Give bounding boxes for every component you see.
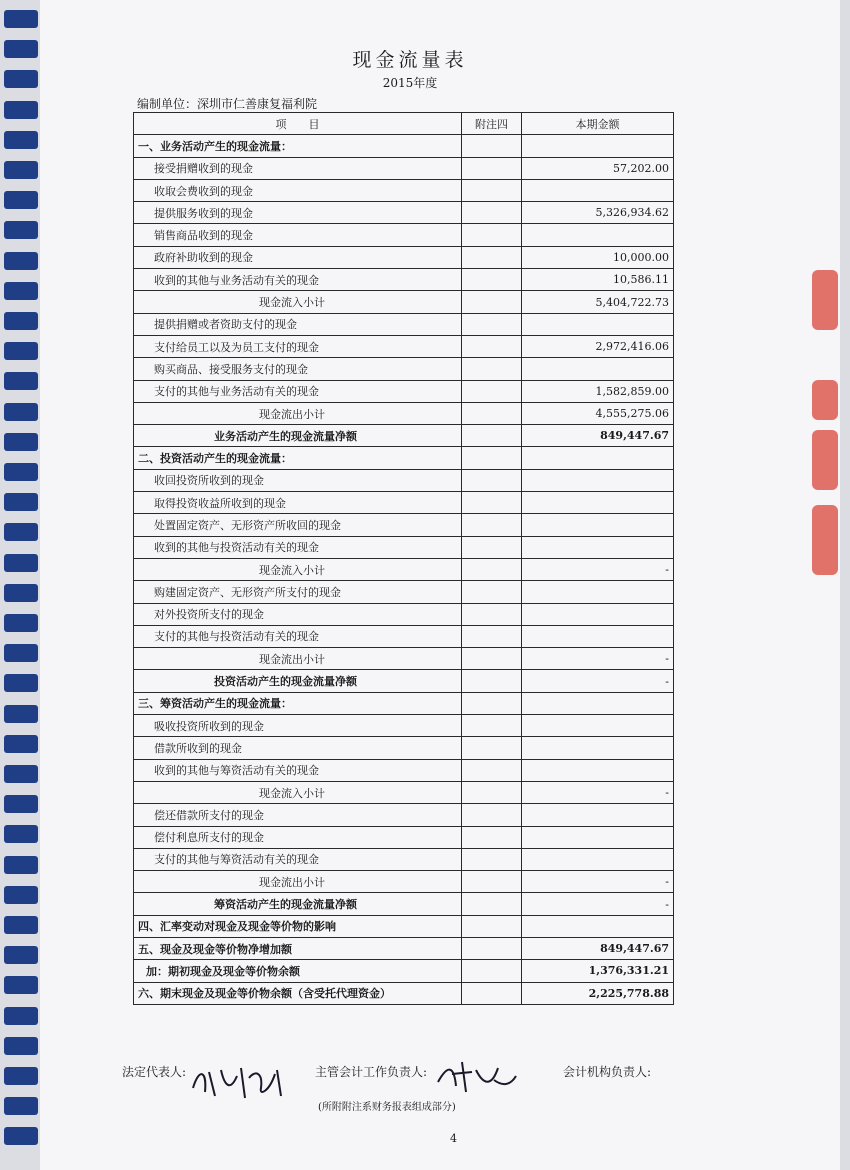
red-stamp-edge — [812, 270, 838, 330]
table-row — [134, 893, 674, 915]
binder-ring — [4, 976, 38, 994]
row-item-label: 现金流出小计 — [134, 871, 462, 893]
row-note — [462, 269, 522, 291]
binder-ring — [4, 342, 38, 360]
row-note — [462, 848, 522, 870]
table-row — [134, 804, 674, 826]
row-amount — [522, 358, 674, 380]
row-item-label: 支付的其他与筹资活动有关的现金 — [134, 848, 462, 870]
row-amount: - — [522, 670, 674, 692]
table-row — [134, 358, 674, 380]
row-note — [462, 514, 522, 536]
row-amount: 5,326,934.62 — [522, 202, 674, 224]
binder-ring — [4, 1067, 38, 1085]
table-row — [134, 380, 674, 402]
binder-ring — [4, 614, 38, 632]
footnote: (所附附注系财务报表组成部分) — [318, 1102, 456, 1113]
row-amount: - — [522, 648, 674, 670]
row-amount: 10,000.00 — [522, 246, 674, 268]
row-note — [462, 759, 522, 781]
row-item-label: 借款所收到的现金 — [134, 737, 462, 759]
table-row — [134, 558, 674, 580]
table-row — [134, 603, 674, 625]
binder-ring — [4, 765, 38, 783]
binder-ring — [4, 10, 38, 28]
table-row — [134, 625, 674, 647]
row-item-label: 现金流出小计 — [134, 402, 462, 424]
binder-ring — [4, 312, 38, 330]
row-amount: 4,555,275.06 — [522, 402, 674, 424]
table-row — [134, 335, 674, 357]
row-note — [462, 670, 522, 692]
binder-ring — [4, 674, 38, 692]
row-amount: 10,586.11 — [522, 269, 674, 291]
row-note — [462, 603, 522, 625]
binder-ring — [4, 463, 38, 481]
table-row — [134, 826, 674, 848]
row-note — [462, 937, 522, 959]
chief-accountant-signature — [432, 1056, 522, 1098]
binder-ring — [4, 70, 38, 88]
page-title: 现金流量表 — [352, 49, 468, 71]
table-row — [134, 402, 674, 424]
row-note — [462, 402, 522, 424]
accounting-head-label: 会计机构负责人: — [563, 1065, 652, 1079]
red-stamp-edge — [812, 430, 838, 490]
binder-ring — [4, 584, 38, 602]
row-amount — [522, 135, 674, 157]
row-amount — [522, 692, 674, 714]
row-amount: 1,376,331.21 — [522, 960, 674, 982]
row-item-label: 偿还借款所支付的现金 — [134, 804, 462, 826]
binder-ring — [4, 856, 38, 874]
row-amount — [522, 625, 674, 647]
row-note — [462, 648, 522, 670]
row-note — [462, 871, 522, 893]
row-amount — [522, 492, 674, 514]
row-item-label: 筹资活动产生的现金流量净额 — [134, 893, 462, 915]
row-note — [462, 380, 522, 402]
row-amount: - — [522, 871, 674, 893]
chief-accountant-label: 主管会计工作负责人: — [315, 1065, 428, 1079]
table-row — [134, 759, 674, 781]
row-amount — [522, 804, 674, 826]
table-row — [134, 648, 674, 670]
row-amount — [522, 715, 674, 737]
row-item-label: 六、期末现金及现金等价物余额（含受托代理资金） — [134, 982, 462, 1004]
row-item-label: 政府补助收到的现金 — [134, 246, 462, 268]
row-note — [462, 804, 522, 826]
row-item-label: 现金流入小计 — [134, 781, 462, 803]
row-item-label: 购买商品、接受服务支付的现金 — [134, 358, 462, 380]
table-header-row — [134, 113, 674, 135]
row-item-label: 接受捐赠收到的现金 — [134, 157, 462, 179]
column-header-item: 项 目 — [134, 113, 462, 135]
row-item-label: 取得投资收益所收到的现金 — [134, 492, 462, 514]
table-row — [134, 581, 674, 603]
binder-ring — [4, 1007, 38, 1025]
binder-ring — [4, 1097, 38, 1115]
binder-ring — [4, 493, 38, 511]
row-item-label: 销售商品收到的现金 — [134, 224, 462, 246]
row-amount: - — [522, 781, 674, 803]
table-row — [134, 715, 674, 737]
row-note — [462, 893, 522, 915]
row-amount: 57,202.00 — [522, 157, 674, 179]
legal-rep-signature — [185, 1058, 295, 1102]
table-row — [134, 135, 674, 157]
binder-ring — [4, 433, 38, 451]
row-item-label: 购建固定资产、无形资产所支付的现金 — [134, 581, 462, 603]
row-note — [462, 291, 522, 313]
row-amount: 2,972,416.06 — [522, 335, 674, 357]
binder-ring — [4, 554, 38, 572]
row-item-label: 现金流入小计 — [134, 291, 462, 313]
cash-flow-table — [133, 112, 674, 1005]
table-row — [134, 291, 674, 313]
row-item-label: 五、现金及现金等价物净增加额 — [134, 937, 462, 959]
row-note — [462, 224, 522, 246]
binder-ring — [4, 916, 38, 934]
row-note — [462, 135, 522, 157]
binder-ring — [4, 131, 38, 149]
table-row — [134, 960, 674, 982]
row-note — [462, 982, 522, 1004]
row-amount: 1,582,859.00 — [522, 380, 674, 402]
row-note — [462, 581, 522, 603]
row-note — [462, 692, 522, 714]
binder-ring — [4, 644, 38, 662]
binder-ring — [4, 795, 38, 813]
row-amount — [522, 313, 674, 335]
row-amount — [522, 179, 674, 201]
row-item-label: 对外投资所支付的现金 — [134, 603, 462, 625]
row-note — [462, 715, 522, 737]
binder-ring — [4, 221, 38, 239]
row-item-label: 现金流入小计 — [134, 558, 462, 580]
binder-ring — [4, 735, 38, 753]
table-row — [134, 982, 674, 1004]
row-note — [462, 447, 522, 469]
row-note — [462, 536, 522, 558]
binder-ring — [4, 1127, 38, 1145]
row-item-label: 偿付利息所支付的现金 — [134, 826, 462, 848]
table-row — [134, 469, 674, 491]
row-item-label: 收回投资所收到的现金 — [134, 469, 462, 491]
column-header-amount: 本期金额 — [522, 113, 674, 135]
binder-ring — [4, 886, 38, 904]
binder-ring — [4, 705, 38, 723]
row-item-label: 收到的其他与投资活动有关的现金 — [134, 536, 462, 558]
row-item-label: 二、投资活动产生的现金流量： — [134, 447, 462, 469]
row-amount — [522, 536, 674, 558]
table-row — [134, 447, 674, 469]
row-amount — [522, 759, 674, 781]
table-row — [134, 202, 674, 224]
table-row — [134, 246, 674, 268]
row-amount: - — [522, 558, 674, 580]
row-item-label: 支付的其他与投资活动有关的现金 — [134, 625, 462, 647]
table-row — [134, 737, 674, 759]
row-amount: 849,447.67 — [522, 425, 674, 447]
table-row — [134, 915, 674, 937]
reporting-unit: 编制单位：深圳市仁善康复福利院 — [137, 97, 318, 111]
table-row — [134, 313, 674, 335]
row-note — [462, 492, 522, 514]
row-note — [462, 826, 522, 848]
row-item-label: 收到的其他与筹资活动有关的现金 — [134, 759, 462, 781]
row-note — [462, 781, 522, 803]
row-amount — [522, 915, 674, 937]
binder-ring — [4, 1037, 38, 1055]
row-amount — [522, 737, 674, 759]
binder-ring — [4, 946, 38, 964]
table-row — [134, 425, 674, 447]
row-item-label: 提供服务收到的现金 — [134, 202, 462, 224]
red-stamp-edge — [812, 505, 838, 575]
row-amount — [522, 447, 674, 469]
binder-ring — [4, 161, 38, 179]
row-amount — [522, 224, 674, 246]
page-number: 4 — [450, 1132, 457, 1145]
row-amount — [522, 848, 674, 870]
row-note — [462, 335, 522, 357]
table-row — [134, 692, 674, 714]
table-row — [134, 848, 674, 870]
row-item-label: 四、汇率变动对现金及现金等价物的影响 — [134, 915, 462, 937]
row-note — [462, 915, 522, 937]
binder-ring — [4, 523, 38, 541]
table-row — [134, 536, 674, 558]
row-item-label: 加：期初现金及现金等价物余额 — [134, 960, 462, 982]
row-amount: - — [522, 893, 674, 915]
table-row — [134, 492, 674, 514]
row-note — [462, 179, 522, 201]
row-note — [462, 157, 522, 179]
row-item-label: 收取会费收到的现金 — [134, 179, 462, 201]
binder-ring — [4, 825, 38, 843]
table-row — [134, 224, 674, 246]
report-year: 2015年度 — [382, 76, 438, 90]
binder-ring — [4, 372, 38, 390]
table-row — [134, 937, 674, 959]
binder-ring — [4, 252, 38, 270]
binder-ring — [4, 101, 38, 119]
row-item-label: 支付的其他与业务活动有关的现金 — [134, 380, 462, 402]
row-item-label: 现金流出小计 — [134, 648, 462, 670]
row-note — [462, 202, 522, 224]
column-header-note: 附注四 — [462, 113, 522, 135]
row-item-label: 三、筹资活动产生的现金流量： — [134, 692, 462, 714]
red-stamp-edge — [812, 380, 838, 420]
table-row — [134, 179, 674, 201]
binder-ring — [4, 40, 38, 58]
row-amount: 5,404,722.73 — [522, 291, 674, 313]
binder-ring — [4, 403, 38, 421]
row-amount — [522, 826, 674, 848]
binder-ring — [4, 282, 38, 300]
table-row — [134, 269, 674, 291]
row-note — [462, 737, 522, 759]
row-amount: 849,447.67 — [522, 937, 674, 959]
table-row — [134, 157, 674, 179]
row-item-label: 投资活动产生的现金流量净额 — [134, 670, 462, 692]
legal-representative-label: 法定代表人: — [122, 1065, 187, 1079]
row-note — [462, 625, 522, 647]
row-item-label: 收到的其他与业务活动有关的现金 — [134, 269, 462, 291]
table-row — [134, 871, 674, 893]
binder-rings — [0, 10, 40, 1170]
row-item-label: 业务活动产生的现金流量净额 — [134, 425, 462, 447]
row-amount — [522, 603, 674, 625]
row-note — [462, 960, 522, 982]
binder-ring — [4, 191, 38, 209]
row-note — [462, 246, 522, 268]
table-row — [134, 670, 674, 692]
row-note — [462, 558, 522, 580]
row-note — [462, 358, 522, 380]
row-amount: 2,225,778.88 — [522, 982, 674, 1004]
row-amount — [522, 469, 674, 491]
row-item-label: 吸收投资所收到的现金 — [134, 715, 462, 737]
row-note — [462, 469, 522, 491]
row-item-label: 处置固定资产、无形资产所收回的现金 — [134, 514, 462, 536]
table-row — [134, 514, 674, 536]
row-item-label: 提供捐赠或者资助支付的现金 — [134, 313, 462, 335]
row-amount — [522, 581, 674, 603]
row-note — [462, 425, 522, 447]
table-row — [134, 781, 674, 803]
row-note — [462, 313, 522, 335]
row-item-label: 支付给员工以及为员工支付的现金 — [134, 335, 462, 357]
row-amount — [522, 514, 674, 536]
row-item-label: 一、业务活动产生的现金流量： — [134, 135, 462, 157]
